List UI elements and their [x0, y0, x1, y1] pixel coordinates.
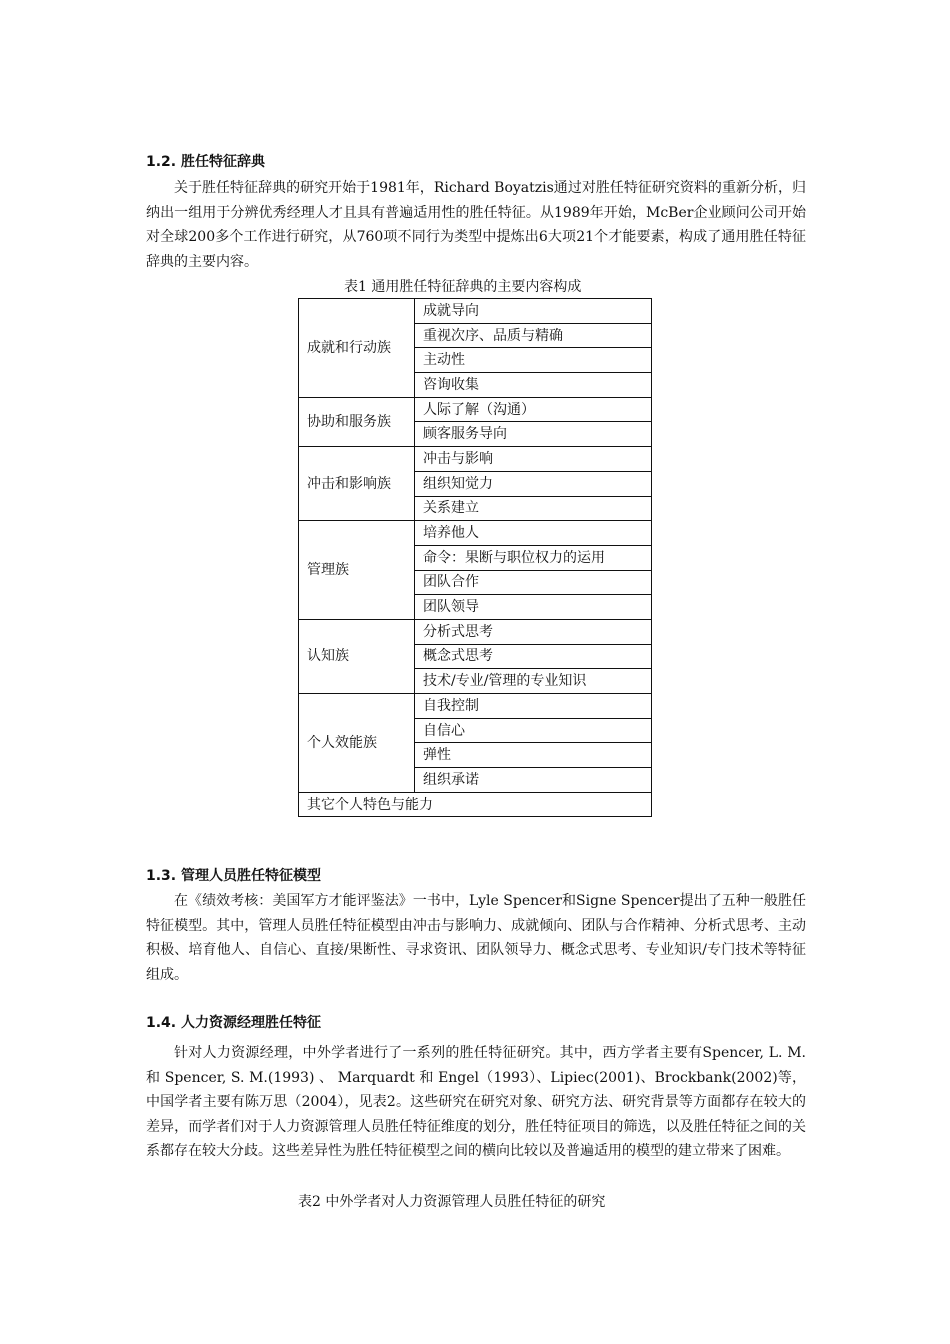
competency-cell: 人际了解（沟通） [415, 397, 652, 422]
group-name-cell: 成就和行动族 [299, 299, 415, 398]
paragraph-1-3: 在《绩效考核：美国军方才能评鉴法》一书中，Lyle Spencer和Signe Spencer提出了五种一般胜任特征模型。其中，管理人员胜任特征模型由冲击与影响力、成就倾向、团队与合作精神、分析式思考、主动积极、培育他人、自信心、直接/果断性、寻求资讯、团队领导力、概念式思考、专业知识/专门技术等特征组成。 [146, 893, 806, 983]
table-row [299, 521, 652, 546]
competency-cell: 主动性 [415, 348, 652, 373]
paragraph-1-4: 针对人力资源经理，中外学者进行了一系列的胜任特征研究。其中，西方学者主要有Spencer, L. M. 和 Spencer, S. M.(1993) 、 Marquardt 和 Engel（1993）、Lipiec(2001)、Brockbank(2002)等，中国学者主要有陈万思（2004），见表2。这些研究在研究对象、研究方法、研究背景等方面都存在较大的差异，而学者们对于人力资源管理人员胜任特征维度的划分，胜任特征项目的筛选，以及胜任特征之间的关系都存在较大分歧。这些差异性为胜任特征模型之间的横向比较以及普遍适用的模型的建立带来了困难。 [146, 1045, 806, 1159]
section-heading-1-2: 1.2. 胜任特征辞典 [146, 154, 265, 170]
paragraph-1-2: 关于胜任特征辞典的研究开始于1981年，Richard Boyatzis通过对胜任特征研究资料的重新分析，归纳出一组用于分辨优秀经理人才且具有普遍适用性的胜任特征。从1989年开始，McBer企业顾问公司开始对全球200多个工作进行研究，从760项不同行为类型中提炼出6大项21个才能要素，构成了通用胜任特征辞典的主要内容。 [146, 180, 806, 270]
competency-cell: 组织承诺 [415, 768, 652, 793]
competency-cell: 重视次序、品质与精确 [415, 323, 652, 348]
table-row [299, 792, 652, 817]
table2-caption: 表2 中外学者对人力资源管理人员胜任特征的研究 [298, 1194, 606, 1210]
competency-cell: 成就导向 [415, 299, 652, 324]
section-heading-1-4: 1.4. 人力资源经理胜任特征 [146, 1015, 321, 1031]
competency-dictionary-table [298, 298, 652, 817]
section-heading-1-3: 1.3. 管理人员胜任特征模型 [146, 868, 321, 884]
competency-cell: 自信心 [415, 718, 652, 743]
competency-cell: 自我控制 [415, 694, 652, 719]
group-name-cell: 认知族 [299, 619, 415, 693]
competency-cell: 冲击与影响 [415, 447, 652, 472]
competency-cell: 概念式思考 [415, 644, 652, 669]
table-row [299, 694, 652, 719]
group-name-cell: 协助和服务族 [299, 397, 415, 446]
competency-cell: 组织知觉力 [415, 471, 652, 496]
table-row [299, 397, 652, 422]
table-row [299, 619, 652, 644]
competency-cell: 技术/专业/管理的专业知识 [415, 669, 652, 694]
group-name-cell: 个人效能族 [299, 694, 415, 793]
group-name-cell: 冲击和影响族 [299, 447, 415, 521]
competency-cell: 团队领导 [415, 595, 652, 620]
table-row [299, 299, 652, 324]
competency-cell: 咨询收集 [415, 373, 652, 398]
group-name-cell: 管理族 [299, 521, 415, 620]
competency-cell: 命令：果断与职位权力的运用 [415, 545, 652, 570]
competency-cell: 团队合作 [415, 570, 652, 595]
table1-caption: 表1 通用胜任特征辞典的主要内容构成 [344, 279, 582, 295]
table-row [299, 447, 652, 472]
competency-cell: 关系建立 [415, 496, 652, 521]
competency-cell: 弹性 [415, 743, 652, 768]
competency-cell: 培养他人 [415, 521, 652, 546]
competency-cell: 分析式思考 [415, 619, 652, 644]
competency-cell: 顾客服务导向 [415, 422, 652, 447]
footer-row-cell: 其它个人特色与能力 [299, 792, 652, 817]
